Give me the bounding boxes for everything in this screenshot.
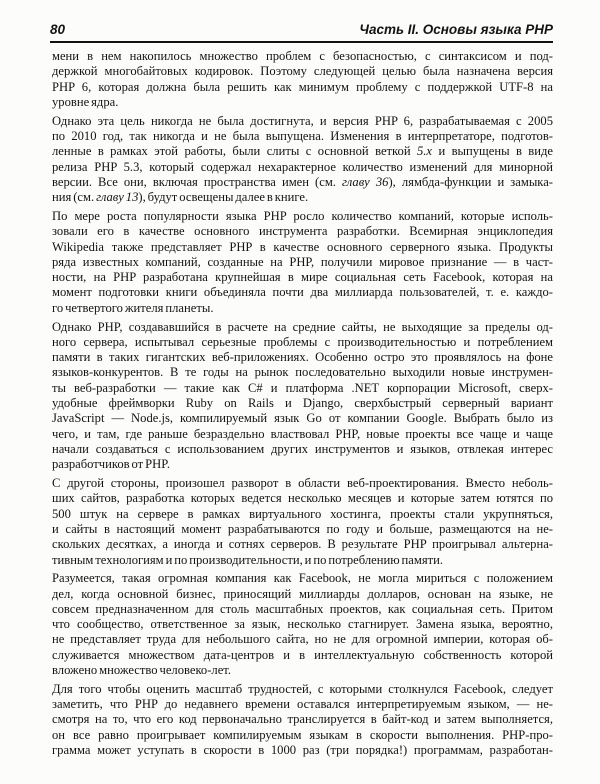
paragraph xyxy=(52,49,553,110)
text-line: По мере роста популярности языка PHP росло количество компаний, которые исполь- xyxy=(52,208,553,223)
text-line: уровне ядра. xyxy=(52,94,119,109)
page-number: 80 xyxy=(50,22,66,37)
running-title: Часть II. Основы языка PHP xyxy=(359,22,553,37)
text-line: держкой многобайтовых кодировок. Поэтому следующей целью была назначена версия xyxy=(52,64,553,79)
text-line: Разумеется, такая огромная компания как Facebook, не могла мириться с положением xyxy=(52,571,553,586)
text-line: ленные в рамках этой работы, были слиты с основной веткой 5.x и выпущены в виде xyxy=(52,144,553,159)
text-line: тивным технологиям и по производительности, и по потреблению памяти. xyxy=(52,552,444,567)
text-line: совсем предназначенном для столь масштабных проектов, как социальная сеть. Притом xyxy=(52,601,553,616)
text-line: зовали его в качестве основного инструмента разработки. Всемирная энциклопедия xyxy=(52,224,553,239)
text-line: памяти в таких гигантских веб-приложениях. Особенно остро это проявлялось на фоне xyxy=(52,350,553,365)
text-line: разработчиков от PHP. xyxy=(52,457,170,472)
text-line: вложено множество человеко-лет. xyxy=(52,663,232,678)
page-body xyxy=(52,49,553,762)
text-line: по 2010 год, так никогда и не была выпущена. Изменения в интерпретаторе, подготов- xyxy=(52,128,553,143)
running-header xyxy=(50,22,553,43)
text-line: JavaScript — Node.js, компилируемый язык Go от компании Google. Выбрать было из xyxy=(52,411,553,426)
text-line: ния (см. главу 13), будут освещены далее в книге. xyxy=(52,190,309,205)
text-line: не представляет труда для небольшого сайта, но не для огромной империи, которая об- xyxy=(52,632,553,647)
text-line: го четвертого жителя планеты. xyxy=(52,300,214,315)
text-line: начали создаваться с использованием других инструментов и языков, отвлекая интерес xyxy=(52,441,553,456)
text-line: скольких десятках, а иногда и сотнях серверов. В результате PHP проигрывал альтерна- xyxy=(52,537,553,552)
text-line: чего, и там, где раньше безраздельно властвовал PHP, новые проекты все чаще и чаще xyxy=(52,426,553,441)
text-line: ности, на PHP разработана крупнейшая в мире социальная сеть Facebook, которая на xyxy=(52,270,553,285)
text-line: 500 штук на сервере в рамках виртуального хостинга, проекты стали укрупняться, xyxy=(52,506,553,521)
text-line: ших сайтов, разработка которых ведется несколько месяцев и которые затем ютятся по xyxy=(52,491,553,506)
text-line: Wikipedia также представляет PHP в качестве основного серверного языка. Продукты xyxy=(52,239,553,254)
text-line: заметить, что PHP до недавнего времени оставался интерпретируемым языком, — не- xyxy=(52,697,553,712)
text-line: Для того чтобы оценить масштаб трудностей, с которыми столкнулся Facebook, следует xyxy=(52,681,553,696)
text-line: ты веб-разработки — такие как C# и платформа .NET корпорации Microsoft, сверх- xyxy=(52,380,553,395)
paragraph xyxy=(52,209,553,316)
text-line: смотря на то, что его код первоначально транслируется в байт-код и затем выполняется, xyxy=(52,712,553,727)
paragraph xyxy=(52,476,553,568)
text-line: версии. Все они, включая пространства имен (см. главу 36), лямбда-функции и замыка- xyxy=(52,174,553,189)
text-line: он все равно проигрывает компилируемым языкам в скорости выполнения. PHP-про- xyxy=(52,727,553,742)
text-line: ряда известных компаний, созданные на PHP, получили мировое признание — в част- xyxy=(52,254,553,269)
text-line: удобные фреймворки Ruby on Rails и Django, сверхбыстрый серверный вариант xyxy=(52,396,553,411)
text-line: Однако эта цель никогда не была достигнута, и версия PHP 6, разрабатываемая с 2005 xyxy=(52,113,553,128)
paragraph xyxy=(52,114,553,206)
text-line: момент подготовки книги объединяла почти два миллиарда пользователей, т. е. каждо- xyxy=(52,285,553,300)
paragraph xyxy=(52,320,553,473)
text-line: релиза PHP 5.3, который содержал нехарактерное количество изменений для минорной xyxy=(52,159,553,174)
text-line: мени в нем накопилось множество проблем с безопасностью, с синтаксисом и под- xyxy=(52,49,553,63)
text-line: С другой стороны, произошел разворот в области веб-проектирования. Вместо неболь- xyxy=(52,476,553,491)
text-line: дел, когда основной бизнес, приносящий миллиарды долларов, основан на языке, не xyxy=(52,586,553,601)
text-line: PHP 6, которая должна была решить как минимум проблему с поддержкой UTF-8 на xyxy=(52,79,553,94)
text-line: служивается множеством дата-центров и в интеллектуальную собственность которой xyxy=(52,647,553,662)
text-line: языков-конкурентов. В те годы на рынок последовательно выходили новые инструмен- xyxy=(52,365,553,380)
text-line: что сообщество, ответственное за язык, несколько стагнирует. Замена языка, вероятно, xyxy=(52,617,553,632)
text-line: грамма может уступать в скорости в 1000 раз (три порядка!) программам, разработан- xyxy=(52,743,553,758)
paragraph xyxy=(52,682,553,758)
text-line: Однако PHP, создававшийся в расчете на средние сайты, не выходящие за пределы од- xyxy=(52,319,553,334)
text-line: ного сервера, испытывал серьезные проблемы с производительностью и потреблением xyxy=(52,334,553,349)
text-line: и сайты в настоящий момент разрабатываются по году и больше, размещаются на не- xyxy=(52,521,553,536)
paragraph xyxy=(52,571,553,678)
